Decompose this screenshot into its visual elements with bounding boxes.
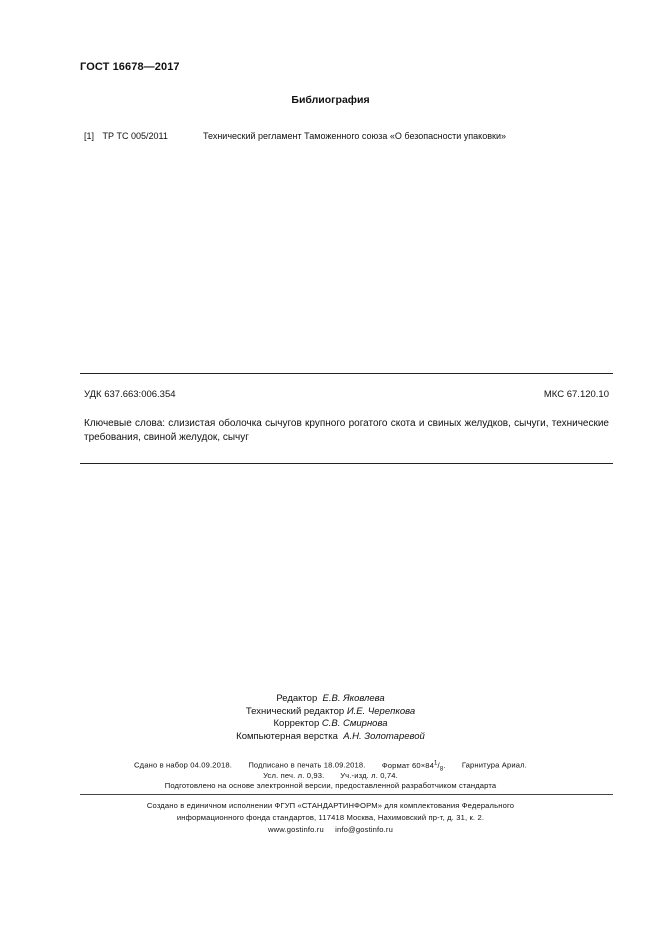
mks-code: МКС 67.120.10 [543, 389, 609, 400]
publisher-footer [0, 800, 661, 836]
website-link[interactable]: www.gostinfo.ru [268, 825, 324, 834]
bibliography-ref-1 [84, 131, 506, 141]
bibliography-title: Библиография [291, 94, 370, 106]
divider-bottom [80, 463, 613, 464]
credit-layout: Компьютерная верстка А.Н. Золотаревой [236, 730, 425, 742]
divider-top [80, 373, 613, 374]
credits-block [0, 693, 661, 743]
keywords: Ключевые слова: слизистая оболочка сычугов крупного рогатого скота и свиных желудков, сычуги, технические требования, свиной желудок, сычуг [84, 418, 609, 443]
print-info-line-2: Усл. печ. л. 0,93. Уч.-изд. л. 0,74. [263, 771, 398, 780]
ref-code: ТР ТС 005/2011 [102, 131, 168, 141]
credit-editor: Редактор Е.В. Яковлева [276, 693, 385, 704]
udk-code: УДК 637.663:006.354 [84, 389, 176, 400]
print-info-prepared: Подготовлено на основе электронной версии, предоставленной разработчиком стандарта [164, 781, 497, 790]
footer-line-2: информационного фонда стандартов, 117418 Москва, Нахимовский пр-т, д. 31, к. 2. [176, 813, 485, 822]
print-info-line-1: Сдано в набор 04.09.2018. Подписано в печать 18.09.2018. Формат $60\times 84^1/_8$. Гарнитура Ариал. [134, 760, 527, 773]
ref-text: Технический регламент Таможенного союза «О безопасности упаковки» [203, 131, 506, 141]
credit-corrector: Корректор С.В. Смирнова [273, 718, 388, 729]
page-header-standard: ГОСТ 16678—2017 [80, 61, 180, 73]
divider-footer [80, 794, 613, 795]
ref-number: [1] [84, 131, 95, 141]
format-value: Формат $60\times 84^1/_8$. [381, 760, 446, 773]
footer-contacts [0, 824, 661, 836]
email-link[interactable]: info@gostinfo.ru [335, 825, 393, 834]
footer-line-1: Создано в единичном исполнении ФГУП «СТАНДАРТИНФОРМ» для комплектования Федерального [146, 801, 515, 810]
credit-tech-editor: Технический редактор И.Е. Черепкова [245, 705, 416, 717]
